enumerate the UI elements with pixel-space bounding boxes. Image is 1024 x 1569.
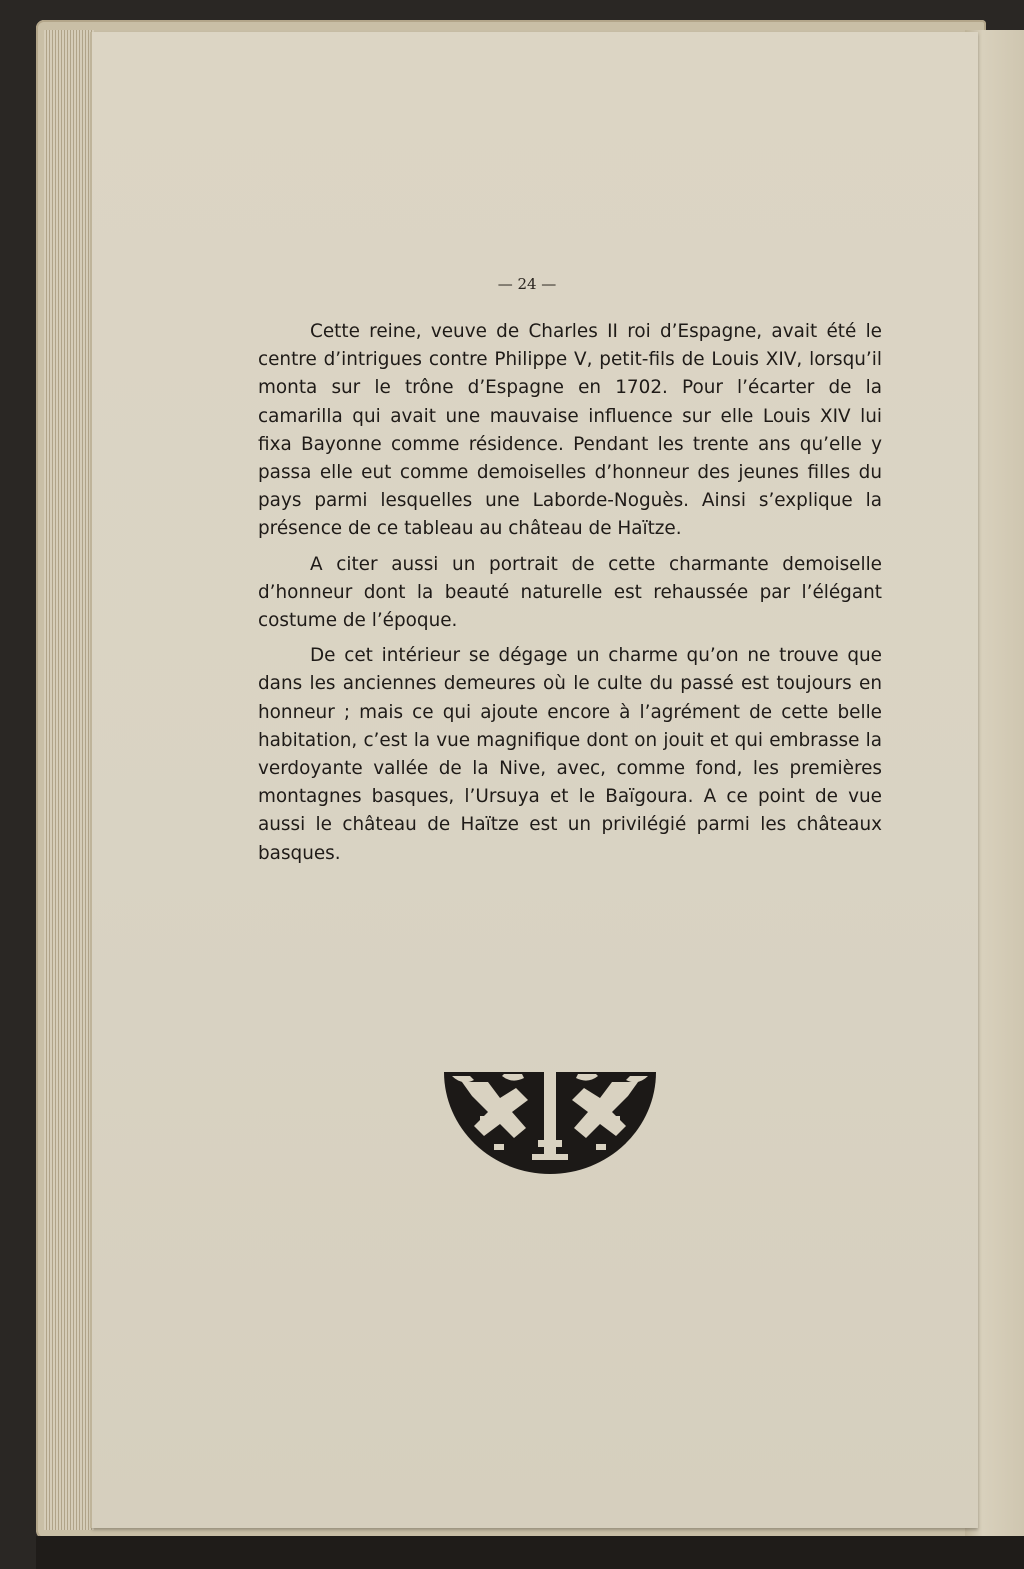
book-page bbox=[92, 32, 978, 1528]
paragraph-1: Cette reine, veuve de Charles II roi d’Espagne, avait été le centre d’intrigues contre Philippe V, petit-fils de Louis XIV, lorsqu’il monta sur le trône d’Espagne en 1702. Pour l’écarter de la camarilla qui avait une mauvaise influence sur elle Louis XIV lui fixa Bayonne comme résidence. Pendant les trente ans qu’elle y passa elle eut comme demoiselles d’honneur des jeunes filles du pays parmi lesquelles une Laborde-Noguès. Ainsi s’explique la présence de ce tableau au château de Haïtze. bbox=[258, 321, 882, 540]
paragraph-2: A citer aussi un portrait de cette charmante demoiselle d’honneur dont la beauté naturelle est rehaussée par l’élégant costume de l’époque. bbox=[258, 553, 882, 632]
page-number: — 24 — bbox=[497, 275, 557, 293]
body-text bbox=[258, 318, 882, 875]
table-surface bbox=[36, 1536, 1024, 1569]
basque-half-disc-ornament-icon bbox=[442, 1070, 658, 1174]
paragraph-3: De cet intérieur se dégage un charme qu’on ne trouve que dans les anciennes demeures où le culte du passé est toujours en honneur ; mais ce qui ajoute encore à l’agrément de cette belle habitation, c’est la vue magnifique dont on jouit et qui embrasse la verdoyante vallée de la Nive, avec, comme fond, les premières montagnes basques, l’Ursuya et le Baïgoura. A ce point de vue aussi le château de Haïtze est un privilégié parmi les châteaux basques. bbox=[258, 645, 882, 864]
